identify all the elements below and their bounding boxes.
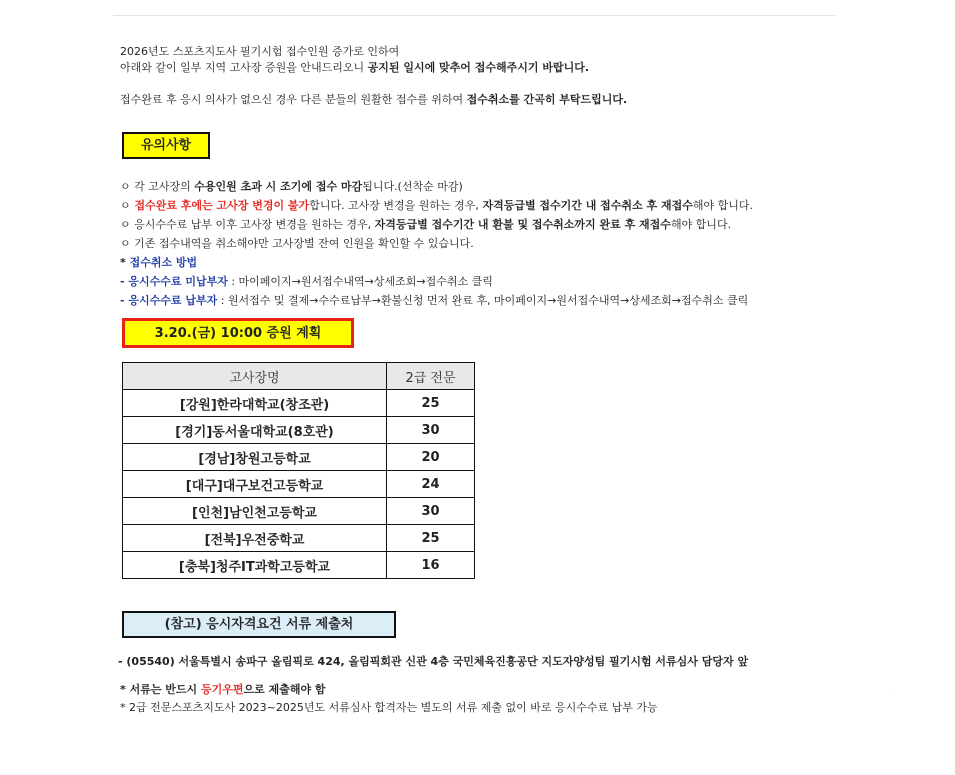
intro-line-3: 접수완료 후 응시 의사가 없으신 경우 다른 분들의 원활한 접수를 위하여 접수취소를 간곡히 부탁드립니다. (120, 93, 628, 106)
reference-note-2: * 2급 전문스포츠지도사 2023~2025년도 서류심사 합격자는 별도의 서류 제출 없이 바로 응시수수료 납부 가능 (120, 701, 658, 714)
header-site-name: 고사장명 (123, 363, 387, 390)
bullet-circle-icon: ㅇ (120, 180, 131, 193)
site-count: 30 (387, 498, 475, 525)
intro-line-1: 2026년도 스포츠지도사 필기시험 접수인원 증가로 인하여 (120, 45, 400, 58)
table-row (123, 525, 475, 552)
table-row (123, 471, 475, 498)
exam-site-table (122, 362, 475, 579)
plan-heading: 3.20.(금) 10:00 증원 계획 (122, 318, 354, 348)
header-grade2: 2급 전문 (387, 363, 475, 390)
table-header-row (123, 363, 475, 390)
decorative-dot: · (893, 690, 895, 697)
site-count: 20 (387, 444, 475, 471)
table-row (123, 498, 475, 525)
site-count: 25 (387, 390, 475, 417)
site-name: [경남]창원고등학교 (123, 444, 387, 471)
notice-content (120, 44, 840, 716)
notice-item-4: ㅇ 기존 접수내역을 취소해야만 고사장별 잔여 인원을 확인할 수 있습니다. (120, 237, 474, 250)
site-count: 25 (387, 525, 475, 552)
table-row (123, 390, 475, 417)
site-name: [강원]한라대학교(창조관) (123, 390, 387, 417)
table-row (123, 444, 475, 471)
cancel-paid: - 응시수수료 납부자 : 원서접수 및 결제→수수료납부→환불신청 먼저 완료 후, 마이페이지→원서접수내역→상세조회→접수취소 클릭 (120, 294, 749, 307)
table-row (123, 417, 475, 444)
notice-item-1: ㅇ 각 고사장의 수용인원 초과 시 조기에 접수 마감됩니다.(선착순 마감) (120, 180, 463, 193)
top-divider (113, 15, 835, 16)
bullet-circle-icon: ㅇ (120, 237, 131, 250)
site-name: [충북]청주IT과학고등학교 (123, 552, 387, 579)
intro-line-2: 아래와 같이 일부 지역 고사장 증원을 안내드리오니 공지된 일시에 맞추어 접수해주시기 바랍니다. (120, 61, 590, 74)
bullet-circle-icon: ㅇ (120, 218, 131, 231)
site-count: 24 (387, 471, 475, 498)
reference-note-1: * 서류는 반드시 등기우편으로 제출해야 함 (120, 683, 326, 696)
site-name: [인천]남인천고등학교 (123, 498, 387, 525)
intro-line-2-emphasis: 공지된 일시에 맞추어 접수해주시기 바랍니다. (367, 61, 590, 74)
intro-line-3-emphasis: 접수취소를 간곡히 부탁드립니다. (466, 93, 628, 106)
reference-address: - (05540) 서울특별시 송파구 올림픽로 424, 올림픽회관 신관 4층 국민체육진흥공단 지도자양성팀 필기시험 서류심사 담당자 앞 (118, 655, 749, 668)
site-count: 30 (387, 417, 475, 444)
bullet-circle-icon: ㅇ (120, 199, 131, 212)
notice-item-2: ㅇ 접수완료 후에는 고사장 변경이 불가합니다. 고사장 변경을 원하는 경우, 자격등급별 접수기간 내 접수취소 후 재접수해야 합니다. (120, 199, 753, 212)
reference-heading: (참고) 응시자격요건 서류 제출처 (122, 611, 396, 638)
notice-item-3: ㅇ 응시수수료 납부 이후 고사장 변경을 원하는 경우, 자격등급별 접수기간 내 환불 및 접수취소까지 완료 후 재접수해야 합니다. (120, 218, 732, 231)
site-name: [대구]대구보건고등학교 (123, 471, 387, 498)
site-name: [전북]우전중학교 (123, 525, 387, 552)
cancel-method-title: * 접수취소 방법 (120, 256, 198, 269)
cancel-unpaid: - 응시수수료 미납부자 : 마이페이지→원서접수내역→상세조회→접수취소 클릭 (120, 275, 493, 288)
table-row (123, 552, 475, 579)
site-count: 16 (387, 552, 475, 579)
notice-heading: 유의사항 (122, 132, 210, 159)
site-name: [경기]동서울대학교(8호관) (123, 417, 387, 444)
